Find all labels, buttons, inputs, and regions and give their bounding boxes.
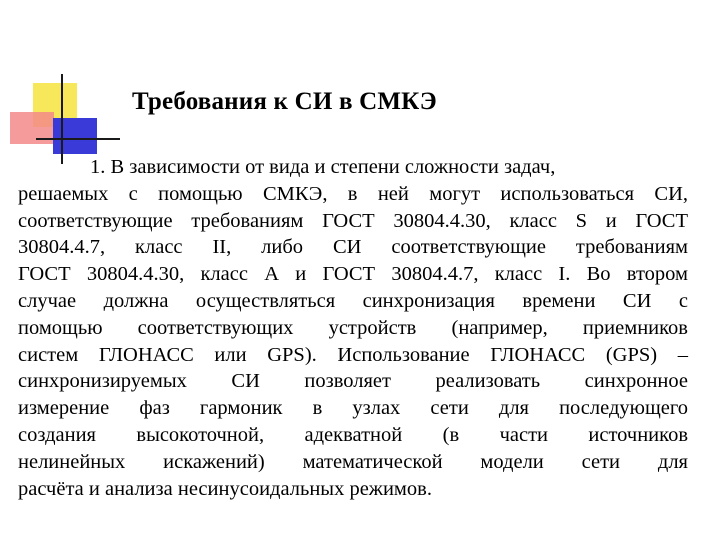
text-line: 30804.4.7, класс II, либо СИ соответствующие требованиям (18, 236, 688, 259)
vertical-line (61, 74, 63, 164)
text-line: помощью соответствующих устройств (например, приемников (18, 316, 688, 339)
horizontal-line (36, 138, 120, 140)
text-line: измерение фаз гармоник в узлах сети для последующего (18, 397, 688, 420)
slide-title: Требования к СИ в СМКЭ (132, 88, 437, 115)
text-line: создания высокоточной, адекватной (в части источников (18, 423, 688, 446)
text-line: синхронизируемых СИ позволяет реализовать синхронное (18, 370, 688, 393)
text-line: ГОСТ 30804.4.30, класс А и ГОСТ 30804.4.7, класс I. Во втором (18, 263, 688, 286)
text-line: решаемых с помощью СМКЭ, в ней могут использоваться СИ, (18, 182, 688, 205)
text-line: нелинейных искажений) математической модели сети для (18, 450, 688, 473)
slide-body-text (18, 154, 688, 502)
text-line: соответствующие требованиям ГОСТ 30804.4.30, класс S и ГОСТ (18, 209, 688, 232)
text-line: 1. В зависимости от вида и степени сложности задач, (90, 156, 556, 178)
text-line: систем ГЛОНАСС или GPS). Использование ГЛОНАСС (GPS) – (18, 343, 688, 366)
blue-square (53, 118, 97, 154)
text-line: случае должна осуществляться синхронизация времени СИ с (18, 289, 688, 312)
text-line: расчёта и анализа несинусоидальных режимов. (18, 477, 432, 500)
decorative-squares (0, 0, 120, 170)
